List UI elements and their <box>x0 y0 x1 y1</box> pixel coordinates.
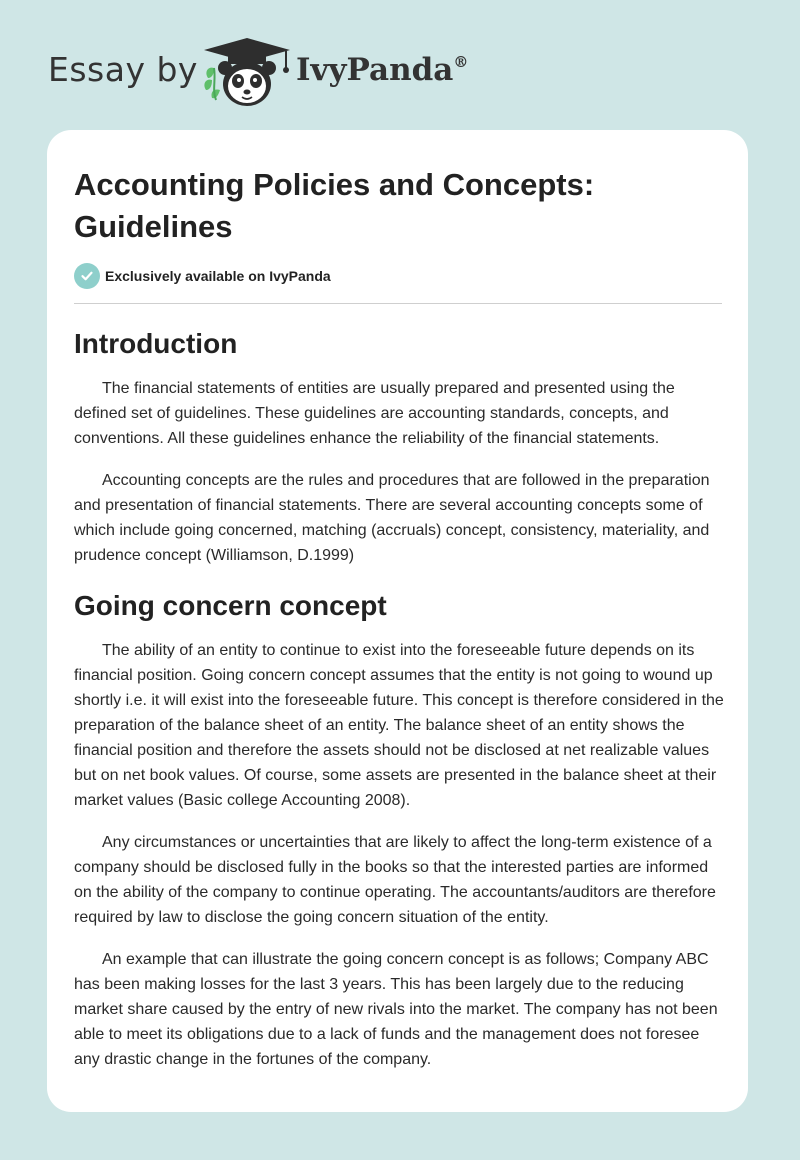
essay-title: Accounting Policies and Concepts: Guidelines <box>74 167 595 244</box>
brand-text: IvyPanda <box>296 52 454 88</box>
divider <box>74 303 722 304</box>
badge-text: Exclusively available on IvyPanda <box>105 268 331 284</box>
panda-logo-icon <box>202 34 292 110</box>
site-header <box>0 0 800 130</box>
paragraph: The ability of an entity to continue to exist into the foreseeable future depends on its financial position. Going concern concept assumes that the entity is not going to wound up shortly i.e. it will exist into the foreseeable future. This concept is therefore considered in the preparation of the balance sheet of an entity. The balance sheet of an entity shows the financial position and therefore the assets should not be disclosed at net realizable values but on net book values. Of course, some assets are presented in the balance sheet at their market values (Basic college Accounting 2008). <box>74 642 724 809</box>
registered-mark: ® <box>453 52 469 71</box>
essay-by-label: Essay by <box>48 50 198 89</box>
section-heading-going-concern: Going concern concept <box>74 590 387 621</box>
paragraph: Accounting concepts are the rules and procedures that are followed in the preparation and presentation of financial statements. There are several accounting concepts some of which include going concerned, matching (accruals) concept, consistency, materiality, and prudence concept (Williamson, D.1999) <box>74 472 710 564</box>
section-heading-introduction: Introduction <box>74 328 238 359</box>
paragraph: Any circumstances or uncertainties that are likely to affect the long-term existence of a company should be disclosed fully in the books so that the interested parties are informed on the ability of the company to continue operating. The accountants/auditors are therefore required by law to disclose the going concern situation of the entity. <box>74 834 716 926</box>
paragraph: The financial statements of entities are usually prepared and presented using the defined set of guidelines. These guidelines are accounting standards, concepts, and conventions. All these guidelines enhance the reliability of the financial statements. <box>74 380 675 447</box>
check-icon <box>74 263 100 289</box>
essay-body <box>74 320 724 1089</box>
exclusive-badge <box>74 263 331 289</box>
essay-card <box>47 130 748 1112</box>
brand-name <box>296 52 468 88</box>
paragraph: An example that can illustrate the going concern concept is as follows; Company ABC has been making losses for the last 3 years. This has been largely due to the reducing market share caused by the entry of new rivals into the market. The company has not been able to meet its obligations due to a lack of funds and the management does not foresee any drastic change in the fortunes of the company. <box>74 951 718 1068</box>
